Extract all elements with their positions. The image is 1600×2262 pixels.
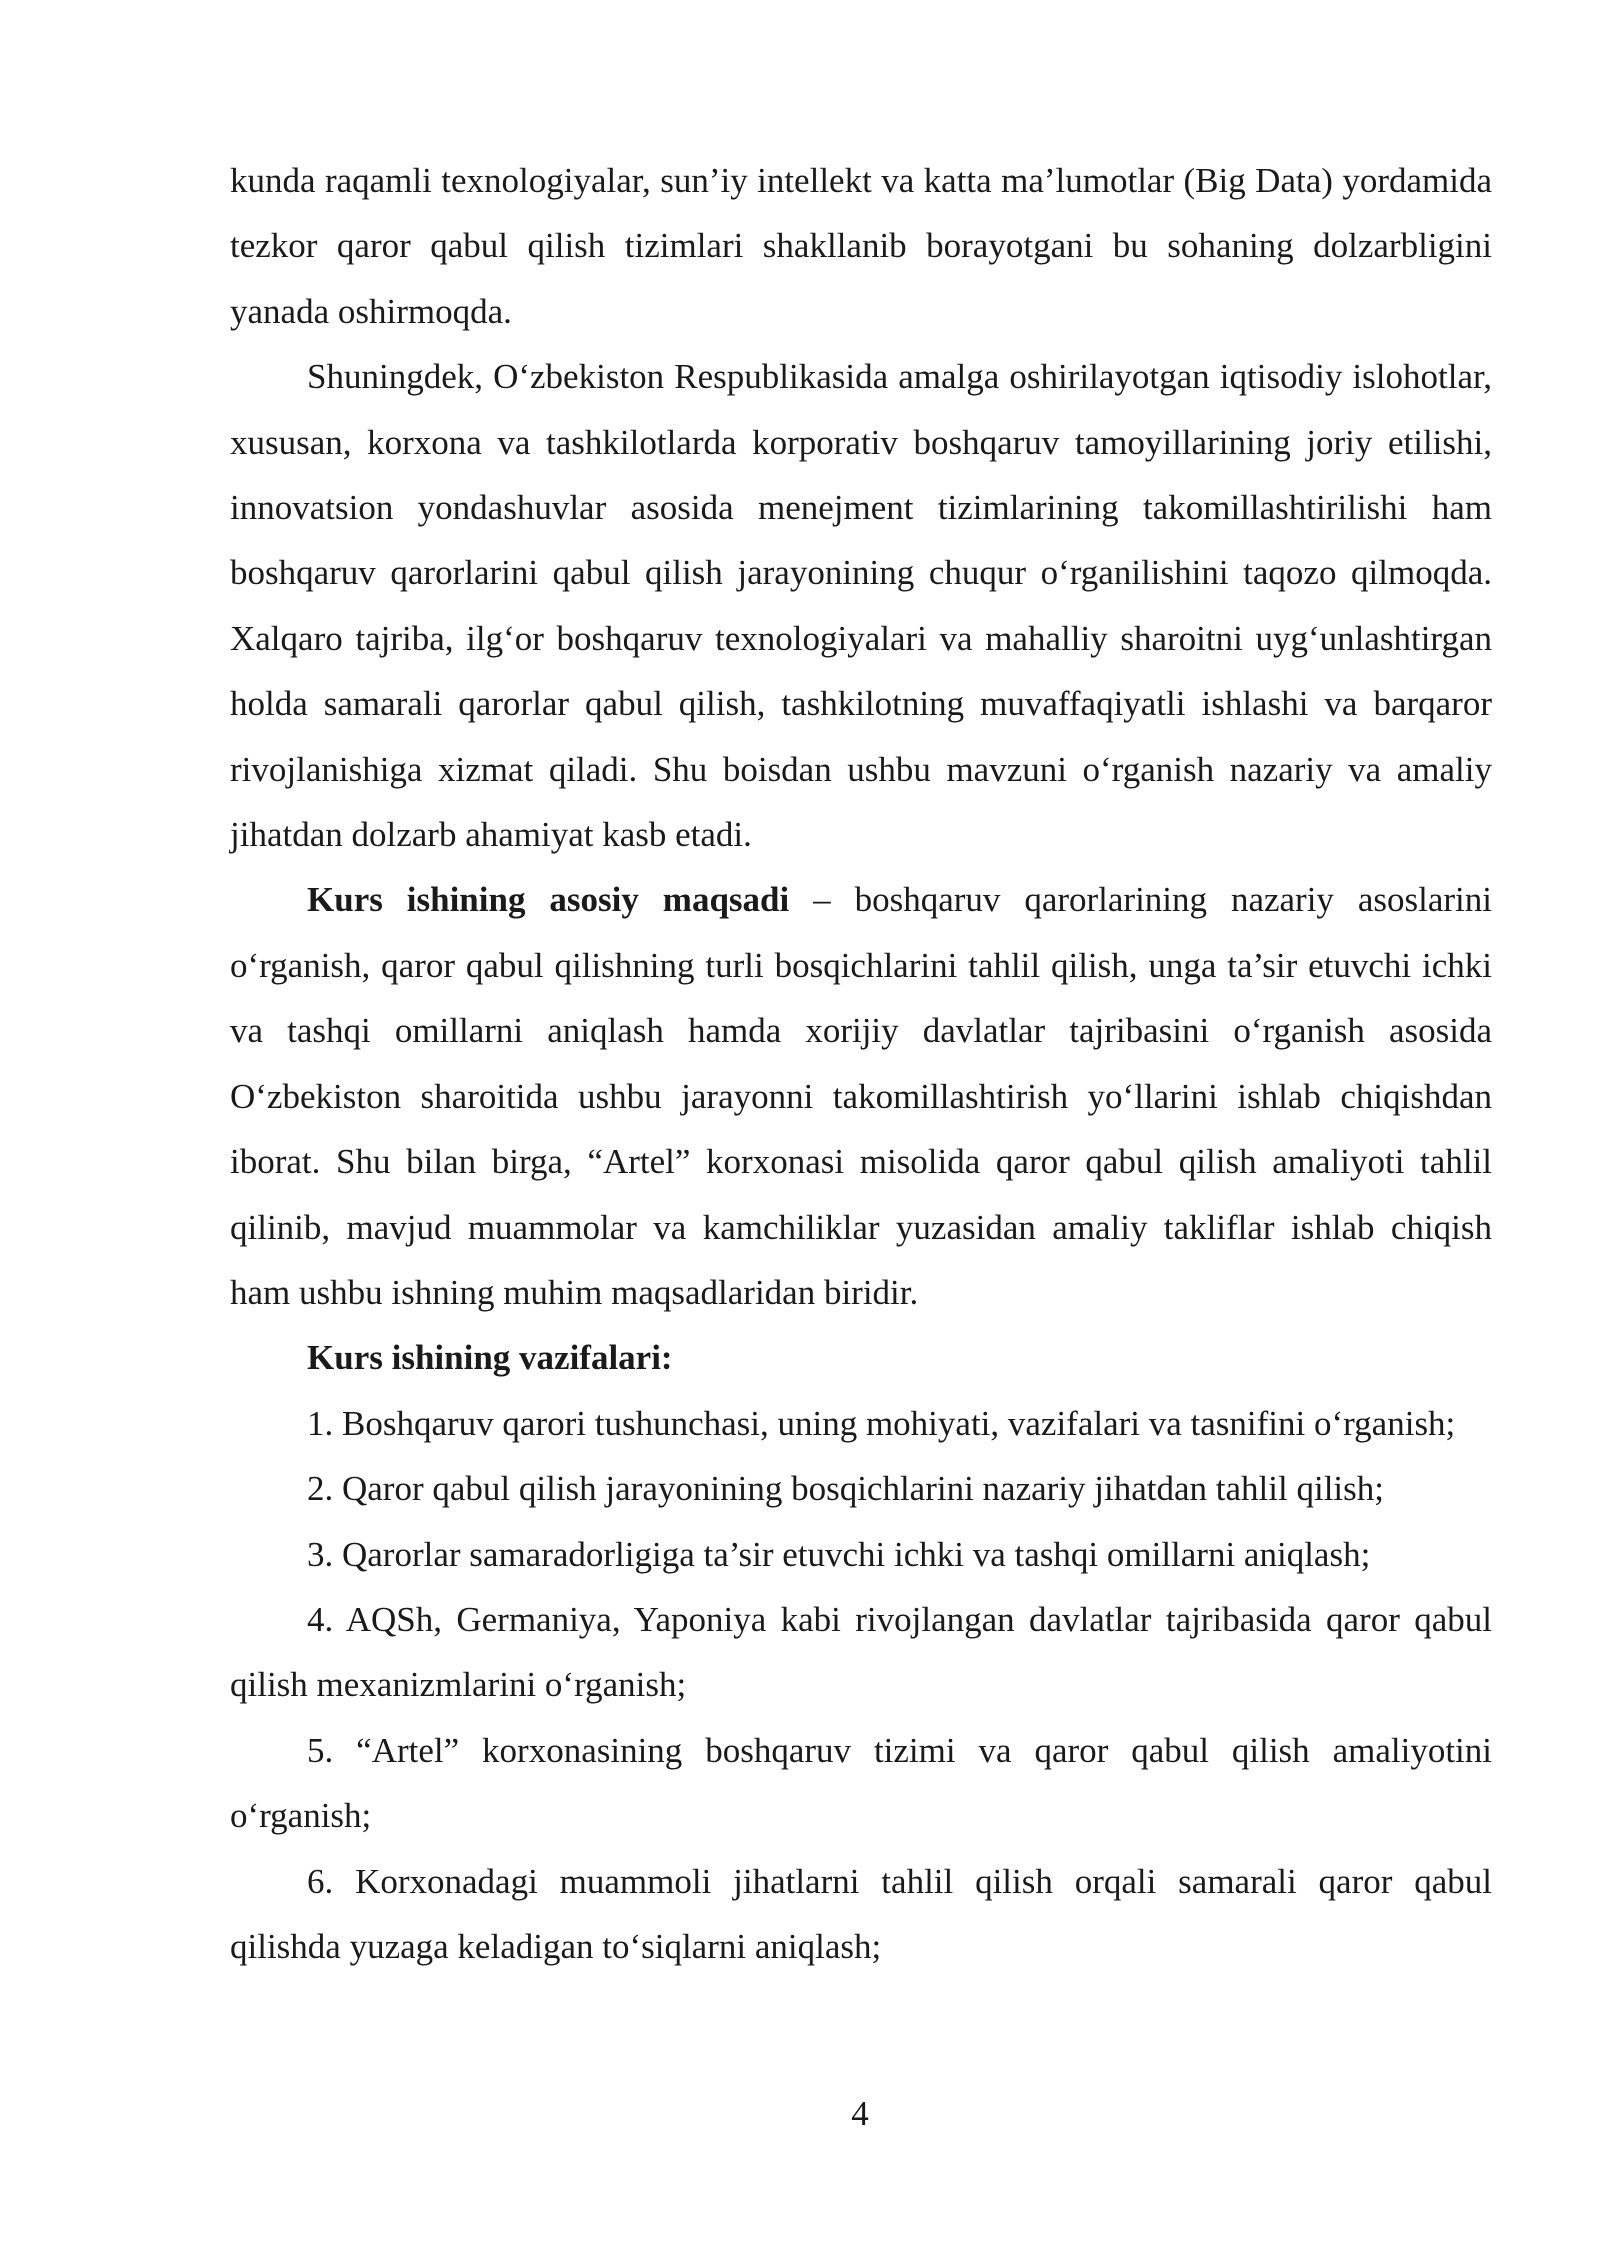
- paragraph-reforms: Shuningdek, O‘zbekiston Respublikasida amalga oshirilayotgan iqtisodiy islohotlar, xususan, korxona va tashkilotlarda korporativ boshqaruv tamoyillarining joriy etilishi, innovatsion yondashuvlar asosida menejment tizimlarining takomillashtirilishi ham boshqaruv qarorlarini qabul qilish jarayonining chuqur o‘rganilishini taqozo qilmoqda. Xalqaro tajriba, ilg‘or boshqaruv texnologiyalari va mahalliy sharoitni uyg‘unlashtirgan holda samarali qarorlar qabul qilish, tashkilotning muvaffaqiyatli ishlashi va barqaror rivojlanishiga xizmat qiladi. Shu boisdan ushbu mavzuni o‘rganish nazariy va amaliy jihatdan dolzarb ahamiyat kasb etadi.: [230, 357, 1492, 855]
- page-number: 4: [851, 2094, 869, 2133]
- goal-text: – boshqaruv qarorlarining nazariy asoslarini o‘rganish, qaror qabul qilishning turli bosqichlarini tahlil qilish, unga ta’sir etuvchi ichki va tashqi omillarni aniqlash hamda xorijiy davlatlar tajribasini o‘rganish asosida O‘zbekiston sharoitida ushbu jarayonni takomillashtirish yo‘llarini ishlab chiqishdan iborat. Shu bilan birga, “Artel” korxonasi misolida qaror qabul qilish amaliyoti tahlil qilinib, mavjud muammolar va kamchiliklar yuzasidan amaliy takliflar ishlab chiqish ham ushbu ishning muhim maqsadlaridan biridir.: [230, 880, 1492, 1312]
- document-page: [230, 148, 1492, 1979]
- task-item-5: 5. “Artel” korxonasining boshqaruv tizimi va qaror qabul qilish amaliyotini o‘rganish;: [230, 1730, 1492, 1836]
- task-item-4: 4. AQSh, Germaniya, Yaponiya kabi rivojlangan davlatlar tajribasida qaror qabul qilish mexanizmlarini o‘rganish;: [230, 1599, 1492, 1705]
- tasks-heading: Kurs ishining vazifalari:: [307, 1338, 673, 1378]
- task-item-3: 3. Qarorlar samaradorligiga ta’sir etuvchi ichki va tashqi omillarni aniqlash;: [307, 1534, 1371, 1574]
- task-item-6: 6. Korxonadagi muammoli jihatlarni tahlil qilish orqali samarali qaror qabul qilishda yuzaga keladigan to‘siqlarni aniqlash;: [230, 1861, 1492, 1966]
- paragraph-continuation: kunda raqamli texnologiyalar, sun’iy intellekt va katta ma’lumotlar (Big Data) yordamida tezkor qaror qabul qilish tizimlari shakllanib borayotgani bu sohaning dolzarbligini yanada oshirmoqda.: [230, 161, 1492, 331]
- task-item-2: 2. Qaror qabul qilish jarayonining bosqichlarini nazariy jihatdan tahlil qilish;: [307, 1469, 1384, 1509]
- goal-heading: Kurs ishining asosiy maqsadi: [307, 880, 790, 920]
- paragraph-goal: [230, 867, 1492, 1325]
- task-item-1: 1. Boshqaruv qarori tushunchasi, uning mohiyati, vazifalari va tasnifini o‘rganish;: [307, 1403, 1456, 1443]
